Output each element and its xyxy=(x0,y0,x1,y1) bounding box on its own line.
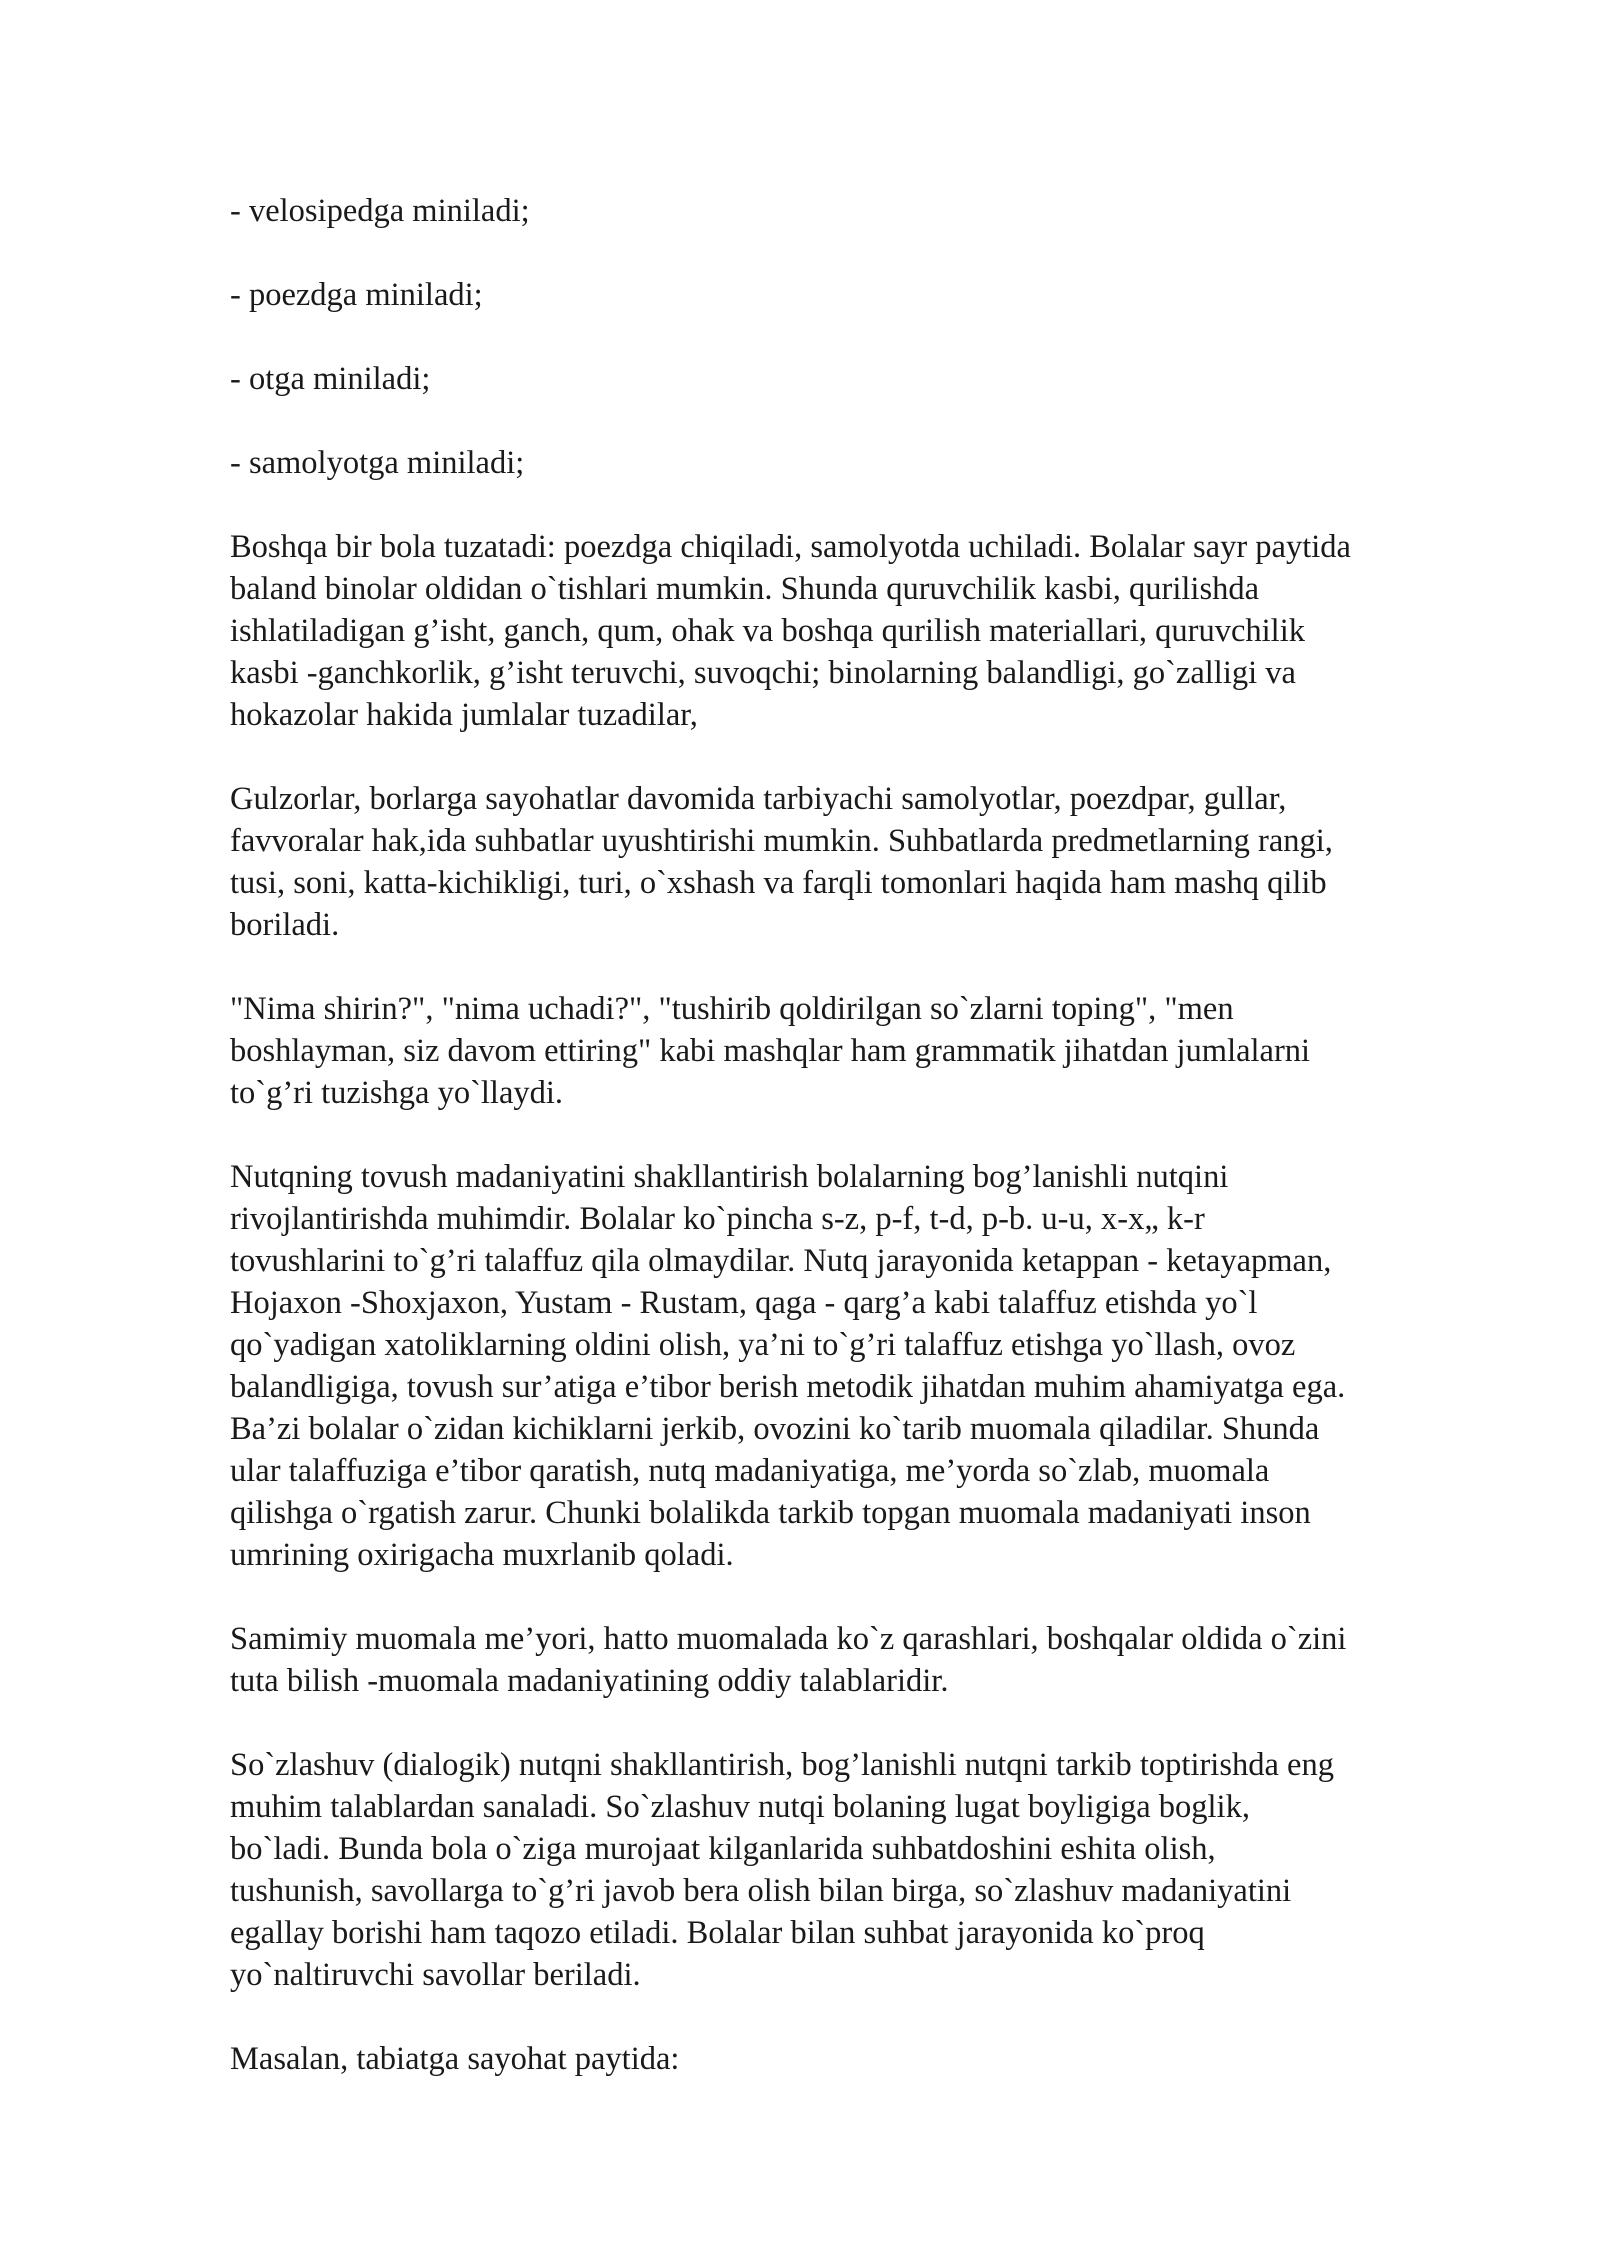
list-item: - otga miniladi; xyxy=(230,361,431,397)
text-line: muhim talablardan sanaladi. So`zlashuv nutqi bolaning lugat boyligiga boglik, xyxy=(230,1789,1250,1825)
text-line: kasbi -ganchkorlik, g’isht teruvchi, suvoqchi; binolarning balandligi, go`zalligi va xyxy=(230,655,1296,691)
text-line: bo`ladi. Bunda bola o`ziga murojaat kilganlarida suhbatdoshini eshita olish, xyxy=(230,1831,1216,1867)
paragraph-sozlashuv xyxy=(230,1744,1500,1996)
text-line: tusi, soni, katta-kichikligi, turi, o`xshash va farqli tomonlari haqida ham mashq qilib xyxy=(230,865,1327,901)
text-line: qilishga o`rgatish zarur. Chunki bolalikda tarkib topgan muomala madaniyati inson xyxy=(230,1495,1311,1531)
paragraph-nima-shirin xyxy=(230,988,1500,1114)
text-line: favvoralar hak,ida suhbatlar uyushtirishi mumkin. Suhbatlarda predmetlarning rangi, xyxy=(230,823,1333,859)
text-line: ishlatiladigan g’isht, ganch, qum, ohak va boshqa qurilish materiallari, quruvchilik xyxy=(230,613,1305,649)
text-line: hokazolar hakida jumlalar tuzadilar, xyxy=(230,697,698,733)
text-line: tuta bilish -muomala madaniyatining oddiy talablaridir. xyxy=(230,1663,949,1699)
text-line: So`zlashuv (dialogik) nutqni shakllantirish, bog’lanishli nutqni tarkib toptirishda eng xyxy=(230,1747,1334,1783)
text-line: boriladi. xyxy=(230,907,340,943)
document-body xyxy=(230,190,1500,2122)
text-line: to`g’ri tuzishga yo`llaydi. xyxy=(230,1075,564,1111)
text-line: ular talaffuziga e’tibor qaratish, nutq madaniyatiga, me’yorda so`zlab, muomala xyxy=(230,1453,1270,1489)
text-line: Gulzorlar, borlarga sayohatlar davomida tarbiyachi samolyotlar, poezdpar, gullar, xyxy=(230,781,1287,817)
list-item: - poezdga miniladi; xyxy=(230,277,483,313)
list-item: - samolyotga miniladi; xyxy=(230,445,525,481)
text-line: Boshqa bir bola tuzatadi: poezdga chiqiladi, samolyotda uchiladi. Bolalar sayr paytida xyxy=(230,529,1351,565)
text-line: egallay borishi ham taqozo etiladi. Bolalar bilan suhbat jarayonida ko`proq xyxy=(230,1915,1205,1951)
text-line: baland binolar oldidan o`tishlari mumkin. Shunda quruvchilik kasbi, qurilishda xyxy=(230,571,1260,607)
text-line: boshlayman, siz davom ettiring" kabi mashqlar ham grammatik jihatdan jumlalarni xyxy=(230,1033,1311,1069)
paragraph-nutqning-tovush xyxy=(230,1156,1500,1576)
text-line: qo`yadigan xatoliklarning oldini olish, ya’ni to`g’ri talaffuz etishga yo`llash, ovoz xyxy=(230,1327,1296,1363)
paragraph-masalan xyxy=(230,2038,1500,2080)
list-item: - velosipedga miniladi; xyxy=(230,193,530,229)
paragraph-boshqa-bir-bola xyxy=(230,526,1500,736)
text-line: tushunish, savollarga to`g’ri javob bera olish bilan birga, so`zlashuv madaniyatini xyxy=(230,1873,1292,1909)
text-line: balandligiga, tovush sur’atiga e’tibor berish metodik jihatdan muhim ahamiyatga ega. xyxy=(230,1369,1346,1405)
paragraph-gulzorlar xyxy=(230,778,1500,946)
text-line: Samimiy muomala me’yori, hatto muomalada ko`z qarashlari, boshqalar oldida o`zini xyxy=(230,1621,1347,1657)
text-line: tovushlarini to`g’ri talaffuz qila olmaydilar. Nutq jarayonida ketappan - ketayapman, xyxy=(230,1243,1332,1279)
text-line: rivojlantirishda muhimdir. Bolalar ko`pincha s-z, p-f, t-d, p-b. u-u, x-x„ k-r xyxy=(230,1201,1205,1237)
text-line: umrining oxirigacha muxrlanib qoladi. xyxy=(230,1537,734,1573)
text-line: Hojaxon -Shoxjaxon, Yustam - Rustam, qaga - qarg’a kabi talaffuz etishda yo`l xyxy=(230,1285,1258,1321)
text-line: "Nima shirin?", "nima uchadi?", "tushirib qoldirilgan so`zlarni toping", "men xyxy=(230,991,1234,1027)
paragraph-samimiy-muomala xyxy=(230,1618,1500,1702)
text-line: yo`naltiruvchi savollar beriladi. xyxy=(230,1957,641,1993)
text-line: Ba’zi bolalar o`zidan kichiklarni jerkib, ovozini ko`tarib muomala qiladilar. Shunda xyxy=(230,1411,1320,1447)
text-line: Masalan, tabiatga sayohat paytida: xyxy=(230,2041,680,2077)
text-line: Nutqning tovush madaniyatini shakllantirish bolalarning bog’lanishli nutqini xyxy=(230,1159,1229,1195)
